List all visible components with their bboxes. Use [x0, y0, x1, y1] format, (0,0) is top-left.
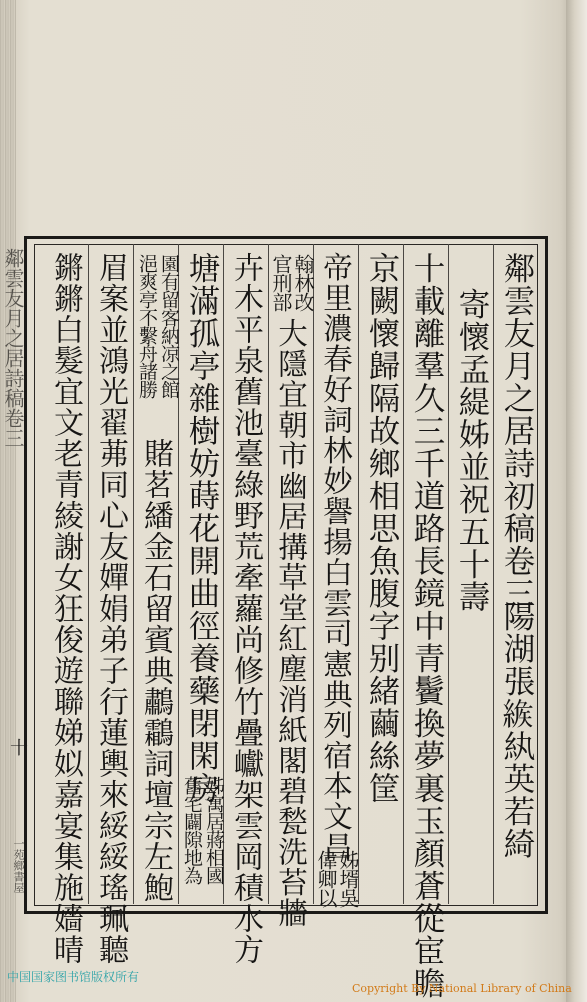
watermark-left: 中国国家图书馆版权所有	[7, 970, 140, 984]
poem-line: 塘滿孤亭雜樹妨蒔花開曲徑養藥閉閑房	[184, 252, 220, 805]
annotation-note: 偉卿以	[314, 850, 338, 907]
poem-line: 眉案並鴻光翟茀同心友嬋娟弟子行蓮輿來綏綏瑤珮聽	[93, 252, 128, 965]
volume-title: 鄰雲友月之居詩初稿卷三	[499, 252, 535, 610]
column-rule	[88, 244, 89, 904]
margin-title: 鄰雲友月之居詩稿卷三	[1, 248, 25, 448]
column-rule	[133, 244, 134, 904]
poem-line: 帝里濃春好詞林妙譽揚白雲司憲典列宿本文昌	[319, 252, 353, 862]
poem-line: 十載離羣久三千道路長鏡中青鬢換夢裏玉顏蒼從宦瞻	[409, 252, 445, 1000]
annotation-note: 翰林改	[291, 254, 315, 311]
annotation-note: 姊寓居蔣相國	[203, 776, 225, 884]
margin-page-number: 十	[7, 738, 28, 756]
annotation-note: 舊宅闢隙地為	[181, 776, 203, 884]
page-stack-right	[566, 0, 587, 1002]
column-rule	[313, 244, 314, 904]
poem-line: 卉木平泉舊池臺綠野荒牽蘿尚修竹疊巘架雲岡積水方	[228, 252, 263, 965]
watermark-right: Copyright By National Library of China	[352, 982, 572, 995]
poem-line: 賭茗繙金石留賓典鷫鸘詞壇宗左鮑	[138, 438, 173, 903]
annotation-note: 園有留客納凉之館	[158, 254, 180, 398]
poem-title: 寄懷孟緹姊並祝五十壽	[454, 288, 490, 613]
column-rule	[448, 244, 449, 904]
margin-hall-name: 一苑鄉書屋	[12, 838, 25, 893]
poem-line: 京闕懷歸隔故鄉相思魚腹字别緒繭絲筐	[364, 252, 400, 805]
annotation-note: 浥爽亭不繫舟諸勝	[136, 254, 158, 398]
annotation-note: 官刑部	[269, 254, 293, 311]
column-rule	[268, 244, 269, 904]
poem-line: 鏘鏘白髮宜文老青綾謝女狂俊遊聯娣姒嘉宴集施嬙晴	[48, 252, 83, 965]
annotation-note: 姊壻吳	[336, 850, 360, 907]
author-line: 陽湖張𦂐紈英若綺	[499, 600, 535, 860]
poem-line: 大隱宜朝市幽居搆草堂紅塵消紙閣碧甃洗苔牆	[274, 318, 308, 928]
column-rule	[493, 244, 494, 904]
column-rule	[403, 244, 404, 904]
column-rule	[358, 244, 359, 904]
